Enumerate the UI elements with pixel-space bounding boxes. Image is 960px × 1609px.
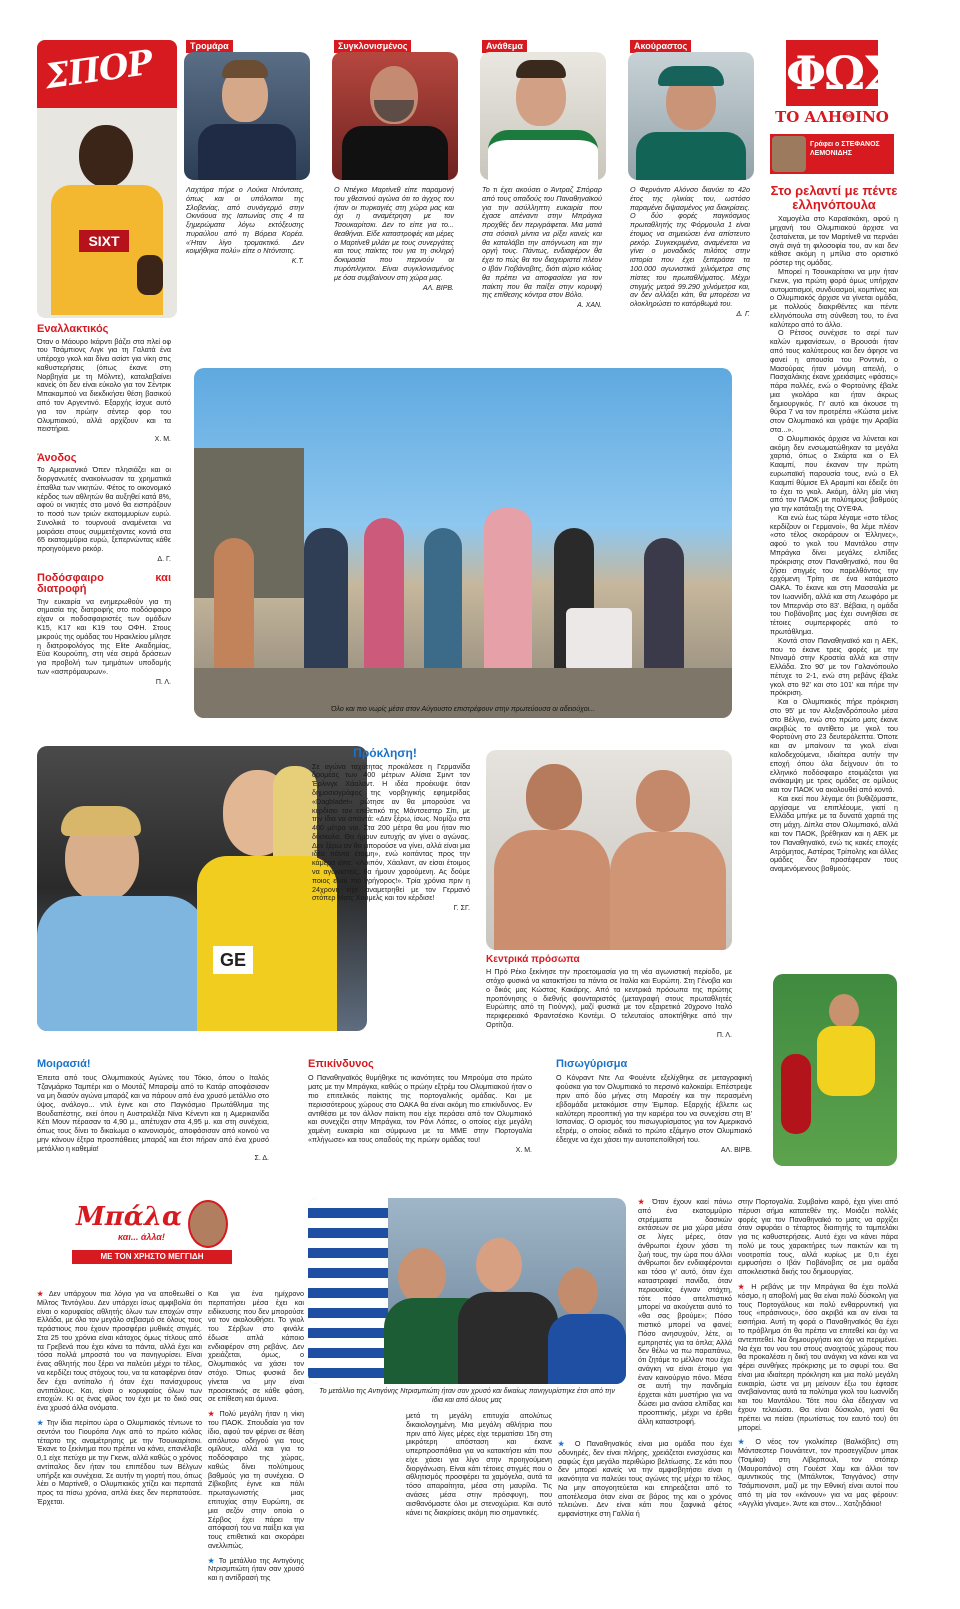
mpala-col-c xyxy=(406,1412,552,1517)
card-sign: Α. ΧΑΝ. xyxy=(577,302,602,310)
fans-celebration-photo xyxy=(308,1198,626,1384)
card-text-doncic xyxy=(186,186,304,267)
paragraph: Και εκεί που λέγαμε ότι βυθιζόμαστε, αρχίσαμε να επιπλέουμε, γιατί η Ελλάδα μπήκε με τα δυνατά χαρτιά της στη μάχη. Δίπλα στον Ολυμπιακό, αλλά και τον ΠΑΟΚ, βρέθηκαν και η ΑΕΚ με τον Παναθηναϊκό, ενώ τις κακές εποχές Ατρόμητος, Αστέρας Τρίπολης και άλλες ομάδες δεν προσέφεραν τους αναμενόμενους βαθμούς. xyxy=(770,793,898,874)
article-body: Όταν ο Μάουρο Ικάρντι βάζει στα πλεί οφ του Τσάμπιονς Λιγκ για τη Γαλατά ένα υπέροχο γκολ και δίνει ασίστ για νίκη στις καθυστερήσεις (όπως έκανε στη Νορβηγία με τη Μόλντε), καταλαβαίνει κανείς ότι δεν είναι εύκολο για τον Σέντρικ Μπακαμπού να διεκδικήσει θέση βασικού από τον Αργεντινό. Εξαρχής ίσχυε αυτό για τον πρώην σέντερ φορ του Ολυμπιακού, αλλά αρχίζουν και τα πειστήρια. xyxy=(37,336,171,434)
paragraph: Όταν έχουν καεί πάνω από ένα εκατομμύριο στρέμματα δασικών εκτάσεων σε μια χώρα μέσα σε λίγες μέρες, όταν άνθρωποι έχουν χάσει τη ζωή τους, την ώρα που άλλοι άνθρωποι δεν ενδιαφέρονται και τόσο γι' αυτό, όταν έχει καταστραφεί πανίδα, όταν περιουσίες έγιναν στάχτη, τότε πόσο απελπιστικό μπορεί να ακούγεται αυτό το «θα σας βρούμε»; Πόσο πιστικό μπορεί να φανεί; Πόσο ανησυχούν, λέτε, οι εμπρηστές για τα όπλα; Αλλά δεν θέλω να πω παραπάνω, ότι ζητάμε το μέλλον που έχει ανάγκη να είναι έτοιμο για έναν καινούργιο πόνο. Μέσα σε αυτή την πανδημία έρχεται κάτι μυστήριο για να δώσει μια ανάσα ελπίδας και προοπτικής, μέχρι να έρθει άλλη καταστροφή. xyxy=(638,1197,732,1426)
mpala-avatar xyxy=(188,1200,228,1248)
paragraph: Και ο Ολυμπιακός πήρε πρόκριση στο 95' με τον Αλεξανδρόπουλο μέσα στο Βέλγιο, ενώ στο πρώτο ματς έκανε ακριβώς το αντίθετο με γκολ του Φορτούνη στο 23 δευτερόλεπτα. Όποτε και αν μπαίνουν τα γκολ είναι καλοδεχούμενα, ιδιαίτερα αυτήν την εποχή όπου όλα δείχνουν ότι το ελληνικό ποδόσφαιρο ετοιμάζεται για ανάκαμψη με τρεις ομάδες σε ομίλους και τον ΠΑΟΚ να ακολουθεί από κοντά. xyxy=(770,697,898,795)
mpala-col-d: ★ Όταν έχουν καεί πάνω από ένα εκατομμύριο στρέμματα δασικών εκτάσεων σε μια χώρα μέσα σε λίγες μέρες, όταν άνθρωποι έχουν χάσει τη ζωή τους, την ώρα που άλλοι άνθρωποι δεν ενδιαφέρονται και τόσο γι' αυτό, όταν έχει καταστραφεί πανίδα, όταν περιουσίες έγιναν στάχτη, τότε πόσο απελπιστικό μπορεί να ακούγεται αυτό το «θα σας βρούμε»; Πόσο πιστικό μπορεί να φανεί; Πόσο ανησυχούν, λέτε, οι εμπρηστές για τα όπλα; Αλλά δεν θέλω να πω παραπάνω, ότι ζητάμε το μέλλον που έχει ανάγκη να είναι έτοιμο για έναν καινούργιο πόνο. Μέσα σε αυτή την πανδημία έρχεται κάτι μυστήριο για να δώσει μια ανάσα ελπίδας και προοπτικής, μέχρι να έρθει άλλη καταστροφή. xyxy=(638,1197,732,1426)
paragraph: Πολύ μεγάλη ήταν η νίκη του ΠΑΟΚ. Σπουδαία για τον ίδιο, αφού τον φέρνει σε θέση απόλυτου οδηγού για τους ομίλους, αλλά και για το ποδόσφαιρο της χώρας, καθώς δίνει πολύτιμους βαθμούς για τη συνέχεια. Ο Ζίβκοβιτς έγινε και πάλι πρωταγωνιστής μιας επιτυχίας στην Ευρώπη, σε μια σεζόν στην οποία ο Σέρβος έχει πάρει την απόφασή του να παίξει και για τους επιθετικά και σκοράρει ανελλιπώς. xyxy=(208,1409,304,1550)
article-sign: Δ. Γ. xyxy=(157,556,171,564)
article-sign: Χ. Μ. xyxy=(515,1146,532,1154)
fos-subtitle: ΤΟ ΑΛΗΘΙΝΟ xyxy=(775,108,889,126)
mpala-col-e: στην Πορτογαλία. Συμβαίνει καιρό, έχει γίνει από πέρυσι σήμα κατατεθέν της. Μοιάζει πολλές φορές για τον Παναθηναϊκό το ματς να αρχίζει όταν σφυράει ο τέταρτος διαιτητής το ταμπελάκι για τις καθυστερήσεις. Αυτό έχει να κάνει πάρα πολύ με τους χαρακτήρες των παικτών και τη νοοτροπία τους, αλλά κυρίως με 0,τι έχει εμφυσήσει ο Ιβάν Γιοβάνοβιτς σε μια ομάδα αποκλειστικά δικής του δημιουργίας. ★ Η ρεβάνς με την Μπράγκα θα έχει πολλά κόσμο, η αποβολή μας θα είναι πολύ δύσκολη για τους Πορτογάλους και πολύ ενθαρρυντική για τους «πράσινους», όσο ακριβά και αν είναι τα εισιτήρια. Αυτή τη φορά ο Παναθηναϊκός θα έχει το πρόβλημα ότι θα πρέπει να επιτεθεί και όχι να αντεπιτεθεί. Να δημιουργήσει και όχι να περιμένει. Να έχει τον νου του στους ανοιχτούς χώρους που θα προκαλέσει η δική του ανάγκη να κάνει και να φέρει συνθήκες πρόκρισης με το σφυρί του. Θα είναι μια ιδιαίτερη πρόκληση και μια πολύ μεγάλη ευκαιρία, ώστε να μη μείνουν έξω του έφτασε ανεβαίνοντας αυτά τα πολύτιμα γκολ του Ιωαννίδη και του Μαντάλου. Τότε που όλα έδειχναν να έχουν τελειώσει. Θα είναι δύσκολο, γιατί θα πρέπει να πείσει (πρωτίστως τον εαυτό του) ότι μπορεί. ★ Ο νέος τον γκολκίπερ (Βαλκόβιτς) στη Μάντσεστερ Γιουνάιτεντ, τον προσεγγίζουν μπακ (Τσιμίκα) στη Λίβερπουλ, τον στόπερ (Μαυροπάνο) στη Γουέστ Χαμ και άλλοι τον αμυντικούς της (Μπάλντοκ, Τσιγγάνος) στην Τσάμπιονσιπ, μαζί με την Εθνική είναι αυτοί που από τη μία τον «κάνουν» για να μας φέρουν: «Αγγλία γίναμε». Άντε και στον... Χατζηδάκιο! xyxy=(738,1197,898,1508)
mpala-logo-title: Μπάλα xyxy=(76,1202,183,1232)
card-text-alonso xyxy=(630,186,750,319)
bottom-article-pisogyrisma xyxy=(556,1058,752,1155)
paragraph: μετά τη μεγάλη επιτυχία απολύτως δικαιολογημένη. Μια μεγάλη αθλήτρια που πριν από λίγες μέρες είχε τερματίσει 15η στη μικρότερη απόσταση και έκανε υπερπροσπάθεια για να κατακτήσει κάτι που είχε χάσει για λίγο στην προηγούμενη διοργάνωση. Είναι κάτι τέτοιες στιγμές που ο αθλητισμός προσφέρει τα χαμόγελα, αυτά τα τόσο απαραίτητα, μέσα στη μαυρίλα. Τις ανάσες μέσα στην πρόσφυγη, που αισθανόμαστε όλοι με στενοχώρια. Και αυτό κάνει τις διακρίσεις ακόμη πιο σημαντικές. xyxy=(406,1411,552,1517)
water-polo-photo xyxy=(486,750,732,950)
card-body: Ο Ντιέγκο Μαρτίνεθ είπε παραμονή του χθεσινού αγώνα ότι το άγχος του ήταν οι πυρκαγιές στη χώρα μας και όχι η αναμέτρηση με τον Τσουκαρίτσκι. Δεν το είπε για το... θεαθήναι. Είδε καταστροφές και μέρες ο Μαρτίνεθ μιλάει με τους συνεργάτες και τους παίκτες του για τη σκληρή δοκιμασία που περνούν οι πυρόπληκτοι. Είναι συγκλονισμένος με όσα συμβαίνουν στη χώρα μας. xyxy=(334,185,454,282)
paragraph: Μπορεί η Τσουκαρίτσκι να μην ήταν Γκενκ, για πρώτη φορά όμως υπήρχαν αυτοματισμοί, συνδυασμοί, κομπίνες και ο Ολυμπιακός άρχισε να γίνεται ομάδα, με πολλούς διακριθέντες και πέντε ελληνόπουλα στη σύνθεση του, το ένα καλύτερο από το άλλο. xyxy=(770,266,898,329)
fos-logo xyxy=(786,40,894,106)
card-label-sygklonismenos: Συγκλονισμένος xyxy=(334,40,411,53)
article-body: Έπειτα από τους Ολυμπιακούς Αγώνες του Τόκιο, όπου ο Ιταλός Τζανμάρκο Ταμπέρι και ο Μουτάζ Μπαρσίμ από το Κατάρ αποφάσισαν να μη διασύν αγώνα μπαράζ και να πάρουν από ένα χρυσό μετάλλιο στο ύψος, ανάλογο... ντιλ έγινε και στο Παγκόσμιο Πρωτάθλημα της Βουδαπέστης, εκεί όπου η Αυστραλέζα Νίνα Κένεντι και η Αμερικανίδα Κέτι Μουν πέρασαν τα 4,90 μ., απέτυχαν στα 4,95 μ. και στη συνέχεια, όπως τους δίνει το δικαίωμα ο κανονισμός, αποφάσισαν από κοινού να μην κάνουν έξτρα προσπάθειες μπαράζ και έτσι πήραν από ένα χρυσό μετάλλιο η καθεμία! xyxy=(37,1073,269,1153)
article-sign: Χ. Μ. xyxy=(154,436,171,444)
article-title: Πισωγύρισμα xyxy=(556,1058,628,1070)
challenge-sign: Γ. ΣΓ. xyxy=(453,905,470,913)
card-body: Λαχτάρα πήρε ο Λούκα Ντόντσιτς, όπως και οι υπόλοιποι της Σλοβενίας, από συνάγερμό στην Οκινάουα της Ιαπωνίας στις 4 τα ξημερώματα λόγω εκτόξευσης πυραύλου από τη Βόρεια Κορέα. «Ήταν λίγο τρομακτικό. Δεν κοιμήθηκα πολύ» είπε ο Ντόντσιτς. xyxy=(186,185,304,256)
article-title: Μοιρασιά! xyxy=(37,1058,91,1070)
mpala-col-d2: ★ Ο Παναθηναϊκός είναι μια ομάδα που έχει οδυνηρές, δεν είναι πλήρης, χρειάζεται ενισχύσεις και σαφώς έχει μεγάλο περιθώριο βελτίωσης. Σε κάτι που δεν μπορεί κανείς να την αμφισβητήσει είναι η ικανότητα να παλεύει τους αγώνες της μέχρι το τέλος. Να μην απογοητεύεται και επηρεάζεται από το αποτέλεσμα όταν είναι σε βάρος της και ο χρόνος τελειώνει. Δεν είναι κάτι που ξαφνικά φέτος εμφανίστηκε στη Γαλλία ή xyxy=(558,1439,732,1519)
haaland-schmidt-photo: GE xyxy=(37,746,367,1031)
card-body: Το τι έχει ακούσει ο Άντραζ Σπόραρ από τους οπαδούς του Παναθηναϊκού για την ασύλληπτη ευκαιρία που έχασε απέναντι στην Μπράγκα προχθές δεν περιγράφεται. Μια ματιά στα σόσιαλ μίντια να ρίξει κανείς και θα καταλάβει την απόγνωση και την οργή τους. Πάντως, ενδιαφέρον θα έχει το πώς θα τον διαχειριστεί πλέον ο Ιβάν Γιοβάνοβιτς, διότι αύριο κιόλας θα πρέπει να αποφασίσει για τον παίκτη που θα παίξει στην κορυφή της επίθεσης κόντρα στον Βόλο. xyxy=(482,185,602,300)
central-figures-body: Η Πρό Ρέκο ξεκίνησε την προετοιμασία για τη νέα αγωνιστική περίοδο, με στόχο φυσικά να κατακτήσει τα πάντα σε Ιταλία και Ευρώπη. Στη Γένοβα και ο δικός μας Κώστας Κακάρης. Από τα κεντρικά πρόσωπα της πρώτης προπόνησης ο διεθνής φουνταριστός (μεταγραφή στους πρωταθλητές Ευρώπης από τη Γιούνγκ), μαζί φυσικά με τον εξαιρετικό 20χρονο Ιταλό περιφερειακό Φραντσέσκο Κοντέμι. Ο τελευταίος αποκτήθηκε από την Ορτίτζια. xyxy=(486,967,732,1029)
paragraph: Ο Ολυμπιακός άρχισε να λύνεται και ακόμη δεν ενσωματώθηκαν τα μεγάλα χαρτιά, όπως ο Σκάρτα και ο Ελ Κααμπί, που έκαναν την πρώτη ευρωπαϊκή παρουσία τους, ενώ ο Ελ Κααμπί θύμισε Ελ Αραμπί και έδειξε ότι το έχει το γκολ. Ακόμη, άλλη μία νίκη από τον ΠΑΟΚ με πολύτιμους βαθμούς για την κατάταξη της ΟΥΕΦΑ. xyxy=(770,433,898,514)
challenge-body: Σε αγώνα ταχύτητας προκάλεσε η Γερμανίδα δρομέας των 400 μέτρων Αλίσια Σμιντ τον Έρλινγκ Χάαλαντ. Η ιδέα προέκυψε όταν δημοσιογράφος της νορβηγικής εφημερίδας «Dagbladet» ρώτησε αν θα μπορούσε να κερδίσει τον επιθετικό της Μάντσεστερ Σίτι, με την ίδια να απαντά: «Δεν ξέρω, ίσως. Νομίζω στα 400 μέτρα ναι. Στα 200 μέτρα θα μου ήταν πιο δύσκολο. Θα ήμουν ευτυχής αν γίνει ο αγώνας. Δεν ξέρω αν θα μπορούσε να γίνει, αλλά είναι μια ιδέα πάντα έτοιμη», ενώ κοιτάντας προς την κάμερα είπε: «Λοιπόν, Χάαλαντ, αν είσαι έτοιμος να αγωνιστείς, θα ήμουν χαρούμενη. Ας δούμε ποιος είναι πιο γρήγορος!». Τρία χρόνια πριν η 24χρονη είχε αναμετρηθεί με τον Γερμανό στόπερ Ματς Χούμελς και τον κέρδισε! xyxy=(312,761,470,903)
card-photo-sporar xyxy=(480,52,606,180)
goalkeeper-photo xyxy=(773,974,897,1166)
sport-logo-block xyxy=(37,40,177,318)
card-label-tromara: Τρομάρα xyxy=(186,40,233,53)
paragraph: Την ίδια περίπου ώρα ο Ολυμπιακός τέντωνε το σεντόνι του Γιουρόπα Λιγκ από το πρώτο κιόλας τέταρτο της αναμέτρησης με την Τσουκαρίτσκι. Έκανε το ξεκίνημα που πρέπει να κάνει, επανέλαβε 0,1 είχε πετύχει με την Γκενκ, αλλά καθώς ο χρόνος αντίπαλος δεν ήταν του επιπέδου των Βέλγων υπήρξε και συνέχεια. Σε αυτήν τη γιορτή που, όπως λέει ο Μαρτίνεθ, ο Ολυμπιακός χτίζει και περπατά προς τα πίσω χρόνια, απλά έκες δεν περπατούσε. Έρχεται. xyxy=(37,1417,202,1506)
left-column xyxy=(37,324,171,687)
card-label-anathema: Ανάθεμα xyxy=(482,40,527,53)
article-body: Ο Παναθηναϊκός θυμήθηκε τις ικανότητες του Μπρούμα στο πρώτο ματς με την Μπράγκα, καθώς ο πρώην εξτρέμ του Ολυμπιακού ήταν ο πιο επιτελικός παίκτης της πορτογαλικής ομάδας. Και με περισσότερους χώρους στο ΟΑΚΑ θα είναι ακόμη πιο επικίνδυνος. Εν αντιθέσει με τον άλλον παίκτη που είχε περάσει από τον Ολυμπιακό και συνεχίζει στην Μπράγκα, τον Ρόνι Λόπες, ο οποίος είχε μεγάλη χαμένη ευκαιρία και σύμφωνα με τα ΜΜΕ στην Πορτογαλία «πλήγωσε» και τους οπαδούς της πρώην ομάδας του! xyxy=(308,1073,532,1144)
article-body: Ο Κόνραντ Ντε Λα Φουέντε εξελίχθηκε σε μεταγραφική φούσκα για τον Ολυμπιακό το περσινό καλοκαίρι. Επέστρεψε πριν από δύο μήνες στη Μαρσέιγ και την περασμένη εβδομάδα μετακόμισε στην Έιμπαρ. Εξαρχής έβλεπε ως καλύτερη προοπτική για την καριέρα του να συνεχίσει στη Β' Ισπανίας. Ο ορισμός του πισωγυρίσματος για τον Αμερικανό εξτρέμ, ο οποίος ειδικά το πρώτο εξάμηνο στον Ολυμπιακό έδειχνε να έχει χάσει την αυτοπεποίθησή του. xyxy=(556,1073,752,1144)
article-body: Το Αμερικανικό Όπεν πλησιάζει και οι διοργανωτές ανακοίνωσαν τα χρηματικά έπαθλα των νικητών. Φέτος το οικονομικό κέρδος των αθλητών θα αυξηθεί κατά 8%, αφού οι νικητές στο μονό θα εισπράξουν το ποσό των τριών εκατομμυρίων ευρώ. Συνολικά το τουρνουά αναμένεται να μοιράσει στους συμμετέχοντες κοντά στα 65 εκατομμύρια ευρώ, ξεπερνώντας κάθε προηγούμενο ρεκόρ. xyxy=(37,465,171,554)
bottom-article-moirasia xyxy=(37,1058,269,1164)
card-sign: ΑΛ. ΒΙΡΒ. xyxy=(422,284,454,292)
mpala-col-a: ★ Δεν υπάρχουν πια λόγια για να αποθεωθεί ο Μίλτος Τεντόγλου. Δεν υπάρχει ίσως αμφιβολία ότι είναι ο κορυφαίος αθλητής όλων των εποχών στην Ελλάδα, με όλο τον μεγάλο σεβασμό σε όλους τους τεράστιους που έχουν προσφέρει μυθικές στιγμές. Στα 25 του χρόνια είναι κάτοχος όμως τίτλους από τα Γρεβενά που έχει κάνει τα πάντα, αλλά έχει και τόσα πολλά μπροστά του να πανηγυρίσει. Είναι ένας αθλητής που ξέρει να παλεύει μέχρι το τέλος, να κερδίζει τους στόχους του, να τα καταφέρνει όταν δεν έχει αντίπαλο ή όταν έχει πανίσχυρους αντιπάλους. Και, είναι ο κορυφαίος όλων των εποχών. Κι ας ένας φίλος τον έχει με το δικό σας ένα χρυσό άλλα ονόματα. ★ Την ίδια περίπου ώρα ο Ολυμπιακός τέντωνε το σεντόνι του Γιουρόπα Λιγκ από το πρώτο κιόλας τέταρτο της αναμέτρησης με την Τσουκαρίτσκι. Έκανε το ξεκίνημα που πρέπει να κάνει, επανέλαβε 0,1 είχε πετύχει με την Γκενκ, αλλά καθώς ο χρόνος αντίπαλος δεν ήταν του επιπέδου των Βέλγων υπήρξε και συνέχεια. Σε αυτήν τη γιορτή που, όπως λέει ο Μαρτίνεθ, ο Ολυμπιακός χτίζει και περπατά προς τα πίσω χρόνια, απλά έκες δεν περπατούσε. Έρχεται. xyxy=(37,1289,202,1506)
card-text-sporar xyxy=(482,186,602,311)
paragraph: Κοντά στον Παναθηναϊκό και η ΑΕΚ, που το έκανε τρεις φορές με την Ντιναμό στην Κροατία αλλά και στην Ελλάδα. Στο 90' με τον Γαλανόπουλο πέτυχε το 2-1, ενώ στη ρεβάνς έβαλε γκολ στο 92' και στο 101' και πήρε την πρόκριση. xyxy=(770,635,898,698)
fans-photo-caption: Το μετάλλιο της Αντιγόνης Ντρισμπιώτη ήταν σαν χρυσό και δικαίως πανηγυρίστηκε έτσι από την ίδια και από όλους μας xyxy=(319,1388,615,1404)
right-column-title: Στο ρελαντί με πέντε ελληνόπουλα xyxy=(770,183,898,212)
article-sign: Π. Λ. xyxy=(155,678,171,686)
paragraph: Ο Ρέτσος συνέχισε το σερί των καλών εμφανίσεων, ο Βρουσάι ήταν από τους καλύτερους και δεν άφησε να φανεί η απουσία του Ροντινέι, ο Μασούρας ήταν μόνιμη απειλή, ο Πασχαλάκης έκανε χρειάσιμες «φάσεις» πάρα πολλές, ενώ ο Φορτούνης έβαλε μια γκολάρα και ήταν άκρως δημιουργικός. Γι' αυτό και άκουσε τη θύρα 7 να τον προτρέπει «Κώστα μείνε στον Ολυμπιακό και γράψε την Αραβία στα...». xyxy=(770,328,898,435)
card-body: Ο Φερνάντο Αλόνσο διανύει το 42ο έτος της ηλικίας του, ωστόσο παραμένει διψασμένος για διακρίσεις. Ο δύο φορές παγκόσμιος πρωταθλητής της Φόρμουλα 1 είναι έτοιμος να σημειώσει ένα απίστευτο ρεκόρ. Συγκεκριμένα, αναμένεται να γίνει ο μοναδικός πιλότος στην ιστορία που έχει ξεπεράσει τα 100.000 αγωνιστικά χιλιόμετρα στις πίστες του πρωταθλήματος. Μέχρι στιγμής μετρά 99.290 χιλιόμετρα και, αν δεν αλλάξει κάτι, θα μπορέσει να ολοκληρώσει το κατόρθωμά του. xyxy=(630,185,750,309)
article-title: Άνοδος xyxy=(37,451,77,464)
article-title: Επικίνδυνος xyxy=(308,1058,374,1070)
paragraph: Η ρεβάνς με την Μπράγκα θα έχει πολλά κόσμο, η αποβολή μας θα είναι πολύ δύσκολη για τους Πορτογάλους και πολύ ενθαρρυντική για τους «πράσινους», όσο ακριβά και αν είναι τα εισιτήρια. Αυτή τη φορά ο Παναθηναϊκός θα έχει το πρόβλημα ότι θα πρέπει να επιτεθεί και όχι να αντεπιτεθεί. Να δημιουργήσει και όχι να περιμένει. Να έχει τον νου του στους ανοιχτούς χώρους που θα προκαλέσει η δική του ανάγκη να κάνει και να φέρει συνθήκες πρόκρισης με το σφυρί του. Θα είναι μια ιδιαίτερη πρόκληση και μια πολύ μεγάλη ευκαιρία, ώστε να μη μείνουν έξω του έφτασε ανεβαίνοντας αυτά τα πολύτιμα γκολ του Ιωαννίδη και του Μαντάλου. Τότε που όλα έδειχναν να έχουν τελειώσει. Θα είναι δύσκολο, γιατί θα πρέπει να πείσει (πρωτίστως τον εαυτό του) ότι μπορεί. xyxy=(738,1282,898,1432)
challenge-article xyxy=(300,746,470,914)
paragraph: Ο νέος τον γκολκίπερ (Βαλκόβιτς) στη Μάντσεστερ Γιουνάιτεντ, τον προσεγγίζουν μπακ (Τσιμίκα) στη Λίβερπουλ, τον στόπερ (Μαυροπάνο) στη Γουέστ Χαμ και άλλοι τον αμυντικούς της (Μπάλντοκ, Τσιγγάνος) στην Τσάμπιονσιπ, μαζί με την Εθνική είναι αυτοί που από τη μία τον «κάνουν» για να μας φέρουν: «Αγγλία γίναμε». Άντε και στον... Χατζηδάκιο! xyxy=(738,1437,898,1508)
bottom-article-epikindynos xyxy=(308,1058,532,1155)
central-figures-title: Κεντρικά πρόσωπα xyxy=(486,954,580,965)
paragraph: Το μετάλλιο της Αντιγόνης Ντρισμπιώτη ήταν σαν χρυσό και η αντίδρασή της xyxy=(208,1555,304,1583)
card-photo-doncic xyxy=(184,52,310,180)
sport-logo-text: ΣΠΟΡ xyxy=(42,42,155,98)
central-figures-sign: Π. Λ. xyxy=(716,1031,732,1039)
paragraph: στην Πορτογαλία. Συμβαίνει καιρό, έχει γίνει από πέρυσι σήμα κατατεθέν της. Μοιάζει πολλές φορές για τον Παναθηναϊκό το ματς να αρχίζει όταν σφυράει ο τέταρτος διαιτητής το ταμπελάκι για τις καθυστερήσεις. Αυτό έχει να κάνει πάρα πολύ με τους χαρακτήρες των παικτών και τη νοοτροπία τους, αλλά κυρίως με 0,τι έχει εμφυσήσει ο Ιβάν Γιοβάνοβιτς σε μια ομάδα αποκλειστικά δικής του δημιουργίας. xyxy=(738,1197,898,1277)
avatar xyxy=(772,136,806,172)
article-title: Ποδόσφαιρο και διατροφή xyxy=(37,571,171,596)
main-photo-caption: Όλο και πιο νωρίς μέσα στον Αύγουστο επιστρέφουν στην πρωτεύουσα οι αδειούχοι... xyxy=(330,706,596,713)
card-sign: Κ.Τ. xyxy=(291,258,304,266)
byline-text: Γράφει ο ΣΤΕΦΑΝΟΣ ΛΕΜΟΝΙΔΗΣ xyxy=(810,141,880,158)
article-sign: ΑΛ. ΒΙΡΒ. xyxy=(720,1146,752,1154)
mpala-byline: ΜΕ ΤΟΝ ΧΡΗΣΤΟ ΜΕΓΓΙΔΗ xyxy=(72,1250,232,1264)
paragraph: Ο Παναθηναϊκός είναι μια ομάδα που έχει οδυνηρές, δεν είναι πλήρης, χρειάζεται ενισχύσεις και σαφώς έχει μεγάλο περιθώριο βελτίωσης. Σε κάτι που δεν μπορεί κανείς να την αμφισβητήσει είναι η ικανότητα να παλεύει τους αγώνες της μέχρι το τέλος. Να μην απογοητεύεται και επηρεάζεται από το αποτέλεσμα όταν είναι σε βάρος της και ο χρόνος τελειώνει. Δεν είναι κάτι που ξαφνικά φέτος εμφανίστηκε στη Γαλλία ή xyxy=(558,1439,732,1519)
right-column xyxy=(770,184,898,874)
sport-logo xyxy=(37,40,177,108)
article-title: Εναλλακτικός xyxy=(37,323,109,335)
card-label-akourastos: Ακούραστος xyxy=(630,40,691,53)
challenge-title: Πρόκληση! xyxy=(353,746,417,760)
mpala-logo xyxy=(72,1198,232,1268)
fos-logo-text: ΦΩΣ xyxy=(786,46,894,100)
article-body: Την ευκαιρία να ενημερωθούν για τη σημασία της διατροφής στο ποδόσφαιρο είχαν οι ποδοσφαιριστές των ομάδων Κ15, Κ17 και Κ19 του ΟΦΗ. Στους μικρούς της ομάδας του Ηρακλείου μίλησε η διατροφολόγος της Elite Ακαδημίας, Εύα Κουρούπη, στη νέα σειρά δράσεων για προβολή των τμημάτων υποδομής των «ασπρόμαυρων». xyxy=(37,596,171,676)
paragraph: Και για ένα ημίχρονο περπατήσει μέσα έχει και ειδίκευσης που δεν μπορούσε να τον ακολουθήσει. Το γκολ του Σέρβων στο φινάλε έδωσε απλά κάποιο ενδιαφέρον στη ρεβάνς. Δεν χρειάζεται, όμως, ο Ολυμπιακός να χάσει τον στόχο. Όπως φυσικά δεν γίνεται να μην είναι προσεκτικός σε κάθε φάση, σε επίθεση και άμυνα. xyxy=(208,1289,304,1404)
paragraph: Δεν υπάρχουν πια λόγια για να αποθεωθεί ο Μίλτος Τεντόγλου. Δεν υπάρχει ίσως αμφιβολία ότι είναι ο κορυφαίος αθλητής όλων των εποχών στην Ελλάδα, με όλο τον μεγάλο σεβασμό σε όλους τους τεράστιους που έχουν προσφέρει μυθικές στιγμές. Στα 25 του χρόνια είναι κάτοχος όμως τίτλους από τα Γρεβενά που έχει κάνει τα πάντα, αλλά έχει και τόσα πολλά μπροστά του να πανηγυρίσει. Είναι ένας αθλητής που ξέρει να παλεύει μέχρι το τέλος, να κερδίζει τους στόχους του, να τα καταφέρνει όταν δεν έχει αντίπαλο ή όταν έχει πανίσχυρους αντιπάλους. Και, είναι ο κορυφαίος όλων των εποχών. Κι ας ένας φίλος τον έχει με το δικό σας ένα χρυσό άλλα ονόματα. xyxy=(37,1289,202,1413)
central-figures-article xyxy=(486,954,732,1040)
article-sign: Σ. Δ. xyxy=(254,1155,269,1163)
card-photo-alonso xyxy=(628,52,754,180)
mpala-logo-subtitle: και... άλλα! xyxy=(118,1232,165,1242)
card-text-martinez xyxy=(334,186,454,293)
sport-logo-photo: SIXT xyxy=(43,115,171,315)
paragraph: Χαμογέλα στο Καραϊσκάκη, αφού η μηχανή του Ολυμπιακού άρχισε να ζεσταίνεται, με τον Μαρτίνεθ να περνάει σιγά σιγά τη φιλοσοφία του, αν και δεν κάθισε ακόμη η μπίλια στο οριστικό ρόστερ της ομάδας. xyxy=(770,214,898,268)
paragraph: Και ενώ έως τώρα λέγαμε «στο τέλος κερδίζουν οι Γερμανοί», θα λέμε πλέον «στο τέλος σκοράρουν οι Έλληνες», αφού το γκολ του Μαντάλου στην Μπράγκα δίνει μεγάλες ελπίδες πρόκρισης στον Παναθηναϊκό, που θα ζήσει στιγμές του παρελθόντος την ερχόμενη Τρίτη σε ένα κατάμεστο ΟΑΚΑ. Το έκανε και στη Μασσαλία με τον Ιωαννίδη, αλλά και στη Λεωφόρο με τον Μπερνάρ στο 83'. Βέβαια, η ομάδα του Γιοβάνοβιτς μας έχει συνηθίσει σε τέτοιες συμπεριφορές από το πρωτάθλημα. xyxy=(770,512,898,636)
mpala-col-b: Και για ένα ημίχρονο περπατήσει μέσα έχει και ειδίκευσης που δεν μπορούσε να τον ακολουθήσει. Το γκολ του Σέρβων στο φινάλε έδωσε απλά κάποιο ενδιαφέρον στη ρεβάνς. Δεν χρειάζεται, όμως, ο Ολυμπιακός να χάσει τον στόχο. Όπως φυσικά δεν γίνεται να μην είναι προσεκτικός σε κάθε φάση, σε επίθεση και άμυνα. ★ Πολύ μεγάλη ήταν η νίκη του ΠΑΟΚ. Σπουδαία για τον ίδιο, αφού τον φέρνει σε θέση απόλυτου οδηγού για τους ομίλους, αλλά και για το ποδόσφαιρο της χώρας, καθώς δίνει πολύτιμους βαθμούς για τη συνέχεια. Ο Ζίβκοβιτς έγινε και πάλι πρωταγωνιστής μιας επιτυχίας στην Ευρώπη, σε μια σεζόν στην οποία ο Σέρβος έχει πάρει την απόφασή του να παίξει και για τους επιθετικά και σκοράρει ανελλιπώς. ★ Το μετάλλιο της Αντιγόνης Ντρισμπιώτη ήταν σαν χρυσό και η αντίδρασή της xyxy=(208,1289,304,1583)
card-photo-martinez xyxy=(332,52,458,180)
main-photo-travellers xyxy=(194,368,732,718)
card-sign: Δ. Γ. xyxy=(736,310,750,318)
byline-box xyxy=(770,134,894,174)
